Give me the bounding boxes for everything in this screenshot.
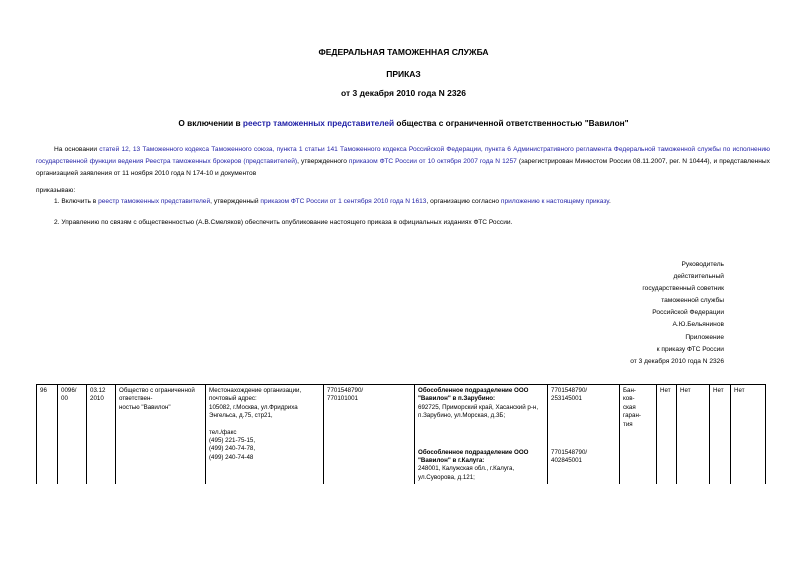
cell-line: 402845001 [551,457,582,465]
item1-end: . [608,198,611,205]
basis-mid: , утвержденного [297,158,349,165]
cell-line: ков- [623,395,635,403]
item1-order-link[interactable]: приказом ФТС России от 1 сентября 2010 года N 1613 [260,198,427,205]
signature-line: действительный [673,273,724,280]
cell-line: (495) 221-75-15, [209,437,256,445]
appendix-block [630,332,724,368]
cell-line: тия [623,420,633,428]
cell-line: 7701548790/ [327,387,364,394]
cell-line: 00 [61,395,68,403]
cell-branch-2-inn [548,447,620,485]
document-type: ПРИКАЗ [386,69,421,79]
item1-prefix: 1. Включить в [54,198,99,205]
signature-line: Руководитель [681,261,724,268]
branch-address-line: 692725, Приморский край, Хасанский р-н, [418,403,539,411]
cell-flag-1: Нет [657,385,677,485]
cell-line: ская [623,403,636,411]
document-title [0,118,807,128]
cell-line: тел./факс [209,428,237,436]
signature-line: Российской Федерации [652,309,724,316]
cell-line: Бан- [623,387,636,394]
title-registry-link[interactable]: реестр таможенных представителей [242,118,395,128]
branch-name-line: "Вавилон" в п.Зарубино: [418,395,496,403]
signature-line: государственный советник [642,285,724,292]
appendix-line: от 3 декабря 2010 года N 2326 [630,358,724,365]
signature-line: А.Ю.Бельянинов [672,321,724,328]
cell-guarantee [620,385,657,485]
cell-branch-1 [415,385,548,447]
cell-inn [324,385,415,485]
cell-line: 253145001 [551,395,582,403]
agency-name: ФЕДЕРАЛЬНАЯ ТАМОЖЕННАЯ СЛУЖБА [318,47,489,57]
cell-line: почтовый адрес: [209,395,257,403]
appendix-line: Приложение [685,334,724,341]
basis-tail: (зарегистрирован Минюстом России 08.11.2007, рег. N 10444), и представленных организацией заявления от 11 ноября 2010 года N 174-10 и документов [36,158,770,177]
cell-number: 96 [37,385,58,485]
document-date-number: от 3 декабря 2010 года N 2326 [340,88,467,98]
order-item-1 [54,196,611,208]
branch-name-line: Обособленное подразделение ООО [418,448,529,456]
cell-line: 770101001 [327,395,358,403]
cell-flag-2: Нет [677,385,710,485]
cell-line: 0096/ [61,387,77,394]
cell-address [206,385,324,485]
basis-articles-link[interactable]: статей 12, 13 Таможенного кодекса Таможенного союза, пункта 1 статьи 141 Таможенного кодекса Российской Федерации, пункта 6 Административного регламента Федеральной таможенной службы по исполнению государственной функции ведения Реестра таможенных брокеров (представителей) [36,146,770,165]
title-prefix: О включении в [178,118,243,128]
cell-line: 105082, г.Москва, ул.Фридриха [209,403,298,411]
cell-organization [116,385,206,485]
cell-line: Энгельса, д.75, стр21, [209,412,273,420]
item1-mid1: , утвержденный [210,198,261,205]
signature-block [642,259,724,331]
cell-line: (499) 240-74-78, [209,445,256,453]
cell-line: 03.12 [90,387,106,394]
cell-line: гаран- [623,412,641,420]
order-item-2: 2. Управлению по связям с общественностью (А.В.Смеляков) обеспечить опубликование настоящего приказа в официальных изданиях ФТС России. [54,219,513,226]
basis-order-link[interactable]: приказом ФТС России от 10 октября 2007 года N 1257 [348,158,517,165]
branch-name-line: Обособленное подразделение ООО [418,387,529,394]
cell-line: ответствен- [119,395,153,403]
cell-line: 7701548790/ [551,448,588,456]
cell-line: 7701548790/ [551,387,588,394]
cell-spacer [418,421,544,445]
signature-line: таможенной службы [661,297,724,304]
cell-date [87,385,116,485]
cell-branch-2 [415,447,548,485]
basis-paragraph [36,144,770,180]
order-word: приказываю: [36,187,76,194]
cell-reg-number [58,385,87,485]
cell-flag-3: Нет [710,385,731,485]
cell-line: Местонахождение организации, [209,387,302,394]
cell-line: ностью "Вавилон" [119,403,171,411]
cell-line: Общество с ограниченной [119,387,195,394]
registry-table [36,384,766,484]
title-suffix: общества с ограниченной ответственностью "Вавилон" [394,118,629,128]
cell-branch-1-inn [548,385,620,447]
cell-line: (499) 240-74-48 [209,453,254,461]
table-row [37,385,766,447]
branch-address-line: п.Зарубино, ул.Морская, д.3Б; [418,412,506,420]
branch-name-line: "Вавилон" в г.Калуга: [418,457,485,465]
appendix-line: к приказу ФТС России [656,346,724,353]
item1-mid2: , организацию согласно [426,198,501,205]
cell-flag-4: Нет [731,385,766,485]
branch-address-line: ул.Суворова, д.121; [418,473,475,481]
item1-registry-link[interactable]: реестр таможенных представителей [98,198,211,205]
cell-spacer [209,421,320,429]
branch-address-line: 248001, Калужская обл., г.Калуга, [418,465,515,473]
cell-line: 2010 [90,395,104,403]
basis-intro: На основании [54,146,100,153]
item1-appendix-link[interactable]: приложению к настоящему приказу [500,198,609,205]
